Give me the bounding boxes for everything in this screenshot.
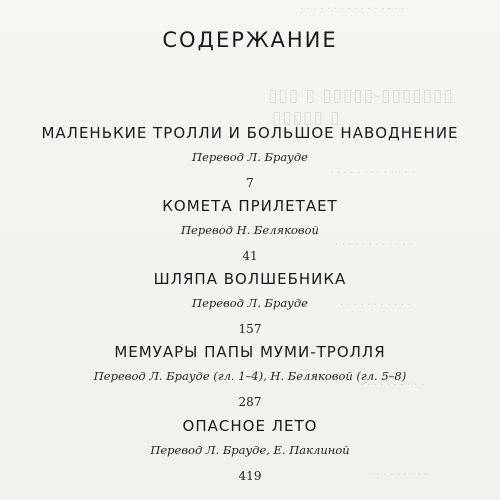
toc-entry[interactable] — [0, 343, 500, 409]
toc-entry-translator: Перевод Л. Брауде, Е. Паклиной — [150, 443, 350, 457]
bleed-through-line: · · · · · · · · · · · — [340, 300, 411, 311]
contents-heading: СОДЕРЖАНИЕ — [162, 28, 338, 52]
toc-entry-title: ОПАСНОЕ ЛЕТО — [182, 417, 318, 435]
toc-entry-page-number: 7 — [246, 176, 254, 190]
toc-entry[interactable] — [0, 197, 500, 263]
bleed-through-line: · · · · · · · · · · · · — [335, 240, 413, 251]
toc-entry-title: МАЛЕНЬКИЕ ТРОЛЛИ И БОЛЬШОЕ НАВОДНЕНИЕ — [41, 124, 459, 142]
bleed-through-line: · · · · · · · · · — [370, 470, 428, 481]
toc-entry-page-number: 157 — [238, 322, 262, 336]
toc-entry-title: МЕМУАРЫ ПАПЫ МУМИ-ТРОЛЛЯ — [114, 343, 386, 361]
toc-entry-title: КОМЕТА ПРИЛЕТАЕТ — [162, 197, 338, 215]
toc-entry[interactable] — [0, 124, 500, 190]
toc-entry-page-number: 287 — [238, 395, 262, 409]
bleed-through-line: · · · · · · · · · · · · · · · · — [300, 4, 405, 15]
toc-entry-translator: Перевод Л. Брауде (гл. 1–4), Н. Беляковой (гл. 5–8) — [93, 369, 407, 383]
toc-entry[interactable] — [0, 270, 500, 336]
bleed-through-line: · · · · · · · · · · — [360, 380, 425, 391]
toc-entry-translator: Перевод Н. Беляковой — [181, 223, 319, 237]
bleed-through-line: · · · · · · · · · · · · · — [330, 168, 415, 179]
toc-entry-translator: Перевод Л. Брауде — [192, 150, 308, 164]
toc-entry-page-number: 41 — [242, 249, 258, 263]
toc-entry-title: ШЛЯПА ВОЛШЕБНИКА — [153, 270, 347, 288]
toc-entry-translator: Перевод Л. Брауде — [192, 296, 308, 310]
bleed-through-line: ▯▯▯ ▯ ▯▯▯▯▯-▯▯▯▯▯▯▯ — [268, 86, 454, 106]
toc-entry[interactable] — [0, 417, 500, 483]
toc-entry-page-number: 419 — [238, 469, 262, 483]
bleed-through-line: ▯▯▯▯▯ ▯ — [272, 108, 341, 128]
